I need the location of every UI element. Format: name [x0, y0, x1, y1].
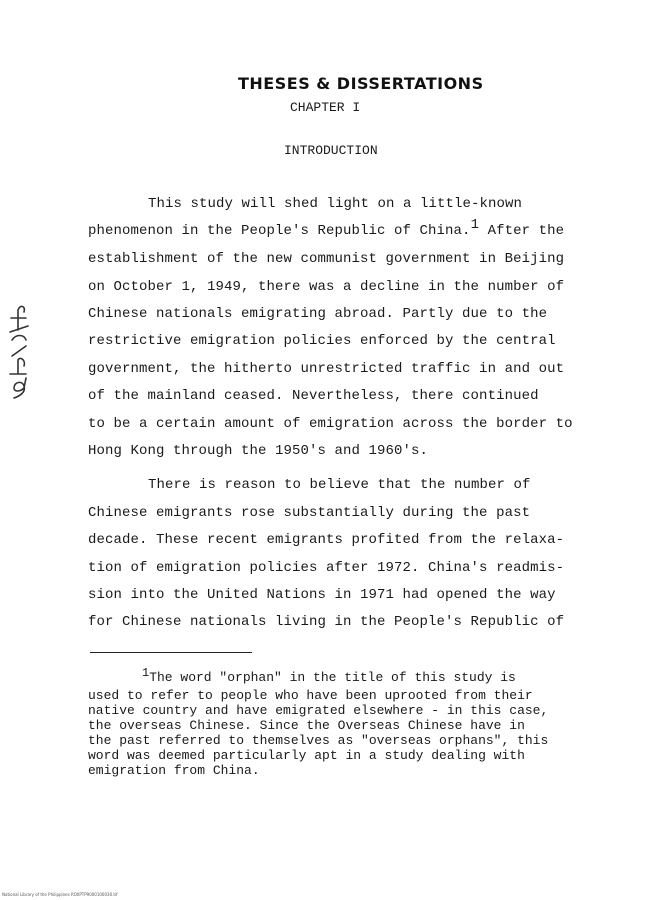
- archive-footer-note: National Library of the Philippines ROXPTP9000100030.tif: [2, 892, 118, 897]
- footnote-marker: 1: [142, 666, 150, 680]
- body-line: to be a certain amount of emigration across the border to: [88, 416, 573, 432]
- footnote-rule: [90, 652, 252, 653]
- body-line-text: phenomenon in the People's Republic of China.: [88, 223, 471, 239]
- footnote-ref: 1: [470, 217, 480, 233]
- footnote-line: used to refer to people who have been uprooted from their: [88, 688, 533, 703]
- body-line: on October 1, 1949, there was a decline in the number of: [88, 279, 565, 295]
- footnote-line: the overseas Chinese. Since the Overseas Chinese have in: [88, 718, 525, 733]
- footnote-line: the past referred to themselves as "overseas orphans", this: [88, 733, 549, 748]
- handwritten-margin-annotation: [6, 300, 32, 400]
- footnote-line: native country and have emigrated elsewhere - in this case,: [88, 703, 549, 718]
- body-line: sion into the United Nations in 1971 had opened the way: [88, 587, 556, 603]
- body-line: establishment of the new communist government in Beijing: [88, 251, 565, 267]
- footnote-line: [142, 666, 516, 685]
- body-line: for Chinese nationals living in the People's Republic of: [88, 614, 565, 630]
- body-line: [88, 217, 565, 239]
- body-line: There is reason to believe that the number of: [148, 477, 531, 493]
- body-line: tion of emigration policies after 1972. China's readmis-: [88, 560, 565, 576]
- body-line: This study will shed light on a little-known: [148, 196, 523, 212]
- body-line: of the mainland ceased. Nevertheless, there continued: [88, 388, 539, 404]
- body-line: Chinese emigrants rose substantially during the past: [88, 505, 531, 521]
- chapter-heading: CHAPTER I: [290, 100, 361, 115]
- footnote-line: emigration from China.: [88, 763, 260, 778]
- body-line: Chinese nationals emigrating abroad. Partly due to the: [88, 306, 548, 322]
- body-line: government, the hitherto unrestricted traffic in and out: [88, 361, 565, 377]
- body-line: Hong Kong through the 1950's and 1960's.: [88, 443, 429, 459]
- theses-dissertations-stamp: THESES & DISSERTATIONS: [238, 74, 484, 93]
- body-line: decade. These recent emigrants profited from the relaxa-: [88, 532, 565, 548]
- body-line: restrictive emigration policies enforced by the central: [88, 333, 556, 349]
- footnote-line: word was deemed particularly apt in a study dealing with: [88, 748, 525, 763]
- body-line-tail: After the: [487, 223, 565, 239]
- footnote-line-text: The word "orphan" in the title of this study is: [149, 670, 516, 685]
- section-title: INTRODUCTION: [284, 143, 378, 158]
